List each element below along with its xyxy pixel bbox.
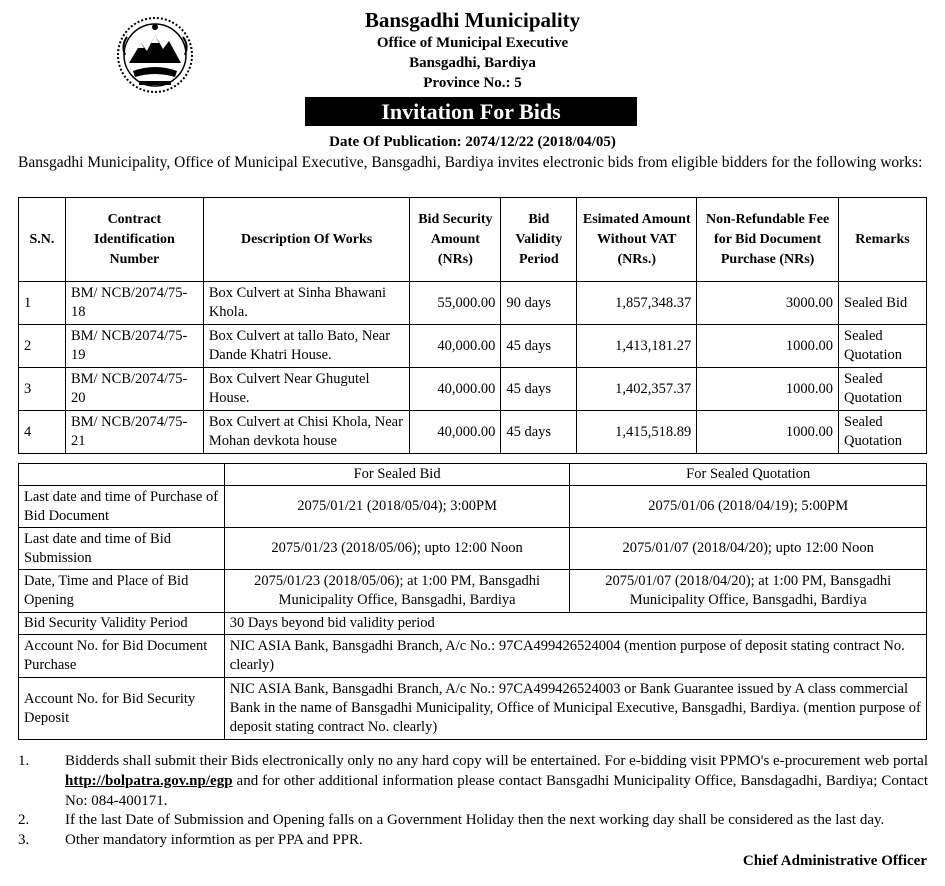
row-label-submission: Last date and time of Bid Submission bbox=[19, 528, 225, 570]
account-purchase-value: NIC ASIA Bank, Bansgadhi Branch, A/c No.: 97CA499426524004 (mention purpose of deposit stating contract No. clearly) bbox=[224, 635, 926, 678]
table-row bbox=[19, 613, 927, 635]
note-2 bbox=[18, 810, 928, 830]
cell-description: Box Culvert at Chisi Khola, Near Mohan devkota house bbox=[203, 411, 410, 454]
cell-sn: 1 bbox=[19, 282, 66, 325]
signature-title: Chief Administrative Officer bbox=[742, 853, 927, 869]
ppmo-portal-link[interactable]: http://bolpatra.gov.np/egp bbox=[65, 773, 233, 789]
table-row bbox=[19, 411, 927, 454]
cell-sn: 3 bbox=[19, 368, 66, 411]
header-fee: Non-Refundable Fee for Bid Document Purchase (NRs) bbox=[697, 198, 839, 282]
validity-value: 30 Days beyond bid validity period bbox=[224, 613, 926, 635]
cell-security: 40,000.00 bbox=[410, 325, 501, 368]
cell-sn: 2 bbox=[19, 325, 66, 368]
cell-validity: 45 days bbox=[501, 325, 577, 368]
note-3-text: Other mandatory informtion as per PPA and PPR. bbox=[65, 832, 363, 848]
province-number: Province No.: 5 bbox=[423, 75, 522, 91]
submission-sealed-bid: 2075/01/23 (2018/05/06); upto 12:00 Noon bbox=[224, 528, 570, 570]
cell-estimate: 1,402,357.37 bbox=[577, 368, 697, 411]
intro-paragraph: Bansgadhi Municipality, Office of Municipal Executive, Bansgadhi, Bardiya invites electronic bids from eligible bidders for the following works: bbox=[18, 154, 923, 171]
header-sealed-quotation: For Sealed Quotation bbox=[570, 464, 927, 486]
row-label-opening: Date, Time and Place of Bid Opening bbox=[19, 570, 225, 613]
cell-fee: 1000.00 bbox=[697, 325, 839, 368]
note-2-text: If the last Date of Submission and Opening falls on a Government Holiday then the next working day shall be considered as the last day. bbox=[65, 812, 885, 828]
cell-estimate: 1,413,181.27 bbox=[577, 325, 697, 368]
cell-fee: 1000.00 bbox=[697, 368, 839, 411]
cell-remarks: Sealed Quotation bbox=[839, 368, 927, 411]
table-row bbox=[19, 325, 927, 368]
cell-fee: 3000.00 bbox=[697, 282, 839, 325]
header-sealed-bid: For Sealed Bid bbox=[224, 464, 570, 486]
opening-sealed-bid: 2075/01/23 (2018/05/06); at 1:00 PM, Bansgadhi Municipality Office, Bansgadhi, Bardiya bbox=[224, 570, 570, 613]
municipality-name: Bansgadhi Municipality bbox=[364, 8, 581, 32]
cell-remarks: Sealed Bid bbox=[839, 282, 927, 325]
schedule-table bbox=[18, 463, 927, 740]
purchase-sealed-bid: 2075/01/21 (2018/05/04); 3:00PM bbox=[224, 486, 570, 528]
cell-contract-id: BM/ NCB/2074/75-19 bbox=[65, 325, 203, 368]
cell-remarks: Sealed Quotation bbox=[839, 411, 927, 454]
cell-security: 40,000.00 bbox=[410, 411, 501, 454]
cell-fee: 1000.00 bbox=[697, 411, 839, 454]
note-number: 1. bbox=[18, 753, 30, 769]
note-3 bbox=[18, 830, 928, 850]
schedule-corner-cell bbox=[19, 464, 225, 486]
note-number: 2. bbox=[18, 812, 30, 828]
table-row bbox=[19, 678, 927, 740]
invitation-banner: Invitation For Bids bbox=[305, 97, 637, 126]
header-remarks: Remarks bbox=[839, 198, 927, 282]
table-row bbox=[19, 282, 927, 325]
purchase-sealed-quotation: 2075/01/06 (2018/04/19); 5:00PM bbox=[570, 486, 927, 528]
cell-contract-id: BM/ NCB/2074/75-21 bbox=[65, 411, 203, 454]
table-row bbox=[19, 486, 927, 528]
row-label-account-purchase: Account No. for Bid Document Purchase bbox=[19, 635, 225, 678]
office-name: Office of Municipal Executive bbox=[376, 35, 569, 51]
cell-security: 40,000.00 bbox=[410, 368, 501, 411]
table-row bbox=[19, 528, 927, 570]
cell-estimate: 1,415,518.89 bbox=[577, 411, 697, 454]
row-label-purchase: Last date and time of Purchase of Bid Document bbox=[19, 486, 225, 528]
note-1-text-before: Bidderds shall submit their Bids electronically only no any hard copy will be entertained. For e-bidding visit PPMO's e-procurement web portal bbox=[65, 753, 928, 769]
cell-validity: 45 days bbox=[501, 411, 577, 454]
note-number: 3. bbox=[18, 832, 30, 848]
cell-description: Box Culvert at tallo Bato, Near Dande Khatri House. bbox=[203, 325, 410, 368]
header-estimated-amount: Esimated Amount Without VAT (NRs.) bbox=[577, 198, 697, 282]
row-label-validity: Bid Security Validity Period bbox=[19, 613, 225, 635]
header-bid-validity: Bid Validity Period bbox=[501, 198, 577, 282]
cell-description: Box Culvert Near Ghugutel House. bbox=[203, 368, 410, 411]
cell-contract-id: BM/ NCB/2074/75-20 bbox=[65, 368, 203, 411]
cell-security: 55,000.00 bbox=[410, 282, 501, 325]
cell-estimate: 1,857,348.37 bbox=[577, 282, 697, 325]
cell-validity: 90 days bbox=[501, 282, 577, 325]
table-row bbox=[19, 570, 927, 613]
cell-contract-id: BM/ NCB/2074/75-18 bbox=[65, 282, 203, 325]
submission-sealed-quotation: 2075/01/07 (2018/04/20); upto 12:00 Noon bbox=[570, 528, 927, 570]
header-contract-id: Contract Identification Number bbox=[65, 198, 203, 282]
cell-description: Box Culvert at Sinha Bhawani Khola. bbox=[203, 282, 410, 325]
row-label-account-deposit: Account No. for Bid Security Deposit bbox=[19, 678, 225, 740]
table-row bbox=[19, 635, 927, 678]
account-deposit-value: NIC ASIA Bank, Bansgadhi Branch, A/c No.: 97CA499426524003 or Bank Guarantee issued by A class commercial Bank in the name of Bansgadhi Municipality, Office of Municipal Executive, Bansgadhi, Bardiya. (mention purpose of deposit stating contract No. clearly) bbox=[224, 678, 926, 740]
header-bid-security: Bid Security Amount (NRs) bbox=[410, 198, 501, 282]
opening-sealed-quotation: 2075/01/07 (2018/04/20); at 1:00 PM, Bansgadhi Municipality Office, Bansgadhi, Bardiya bbox=[570, 570, 927, 613]
note-1-text-after: and for other additional information please contact Bansgadhi Municipality Office, Bansdagadhi, Bardiya; Contact No: 084-400171. bbox=[65, 773, 928, 809]
header-sn: S.N. bbox=[19, 198, 66, 282]
works-table bbox=[18, 197, 927, 454]
cell-validity: 45 days bbox=[501, 368, 577, 411]
cell-sn: 4 bbox=[19, 411, 66, 454]
header-description: Description Of Works bbox=[203, 198, 410, 282]
publication-date: Date Of Publication: 2074/12/22 (2018/04/05) bbox=[329, 134, 616, 150]
office-location: Bansgadhi, Bardiya bbox=[409, 55, 536, 71]
cell-remarks: Sealed Quotation bbox=[839, 325, 927, 368]
note-1 bbox=[18, 751, 928, 811]
table-row bbox=[19, 368, 927, 411]
